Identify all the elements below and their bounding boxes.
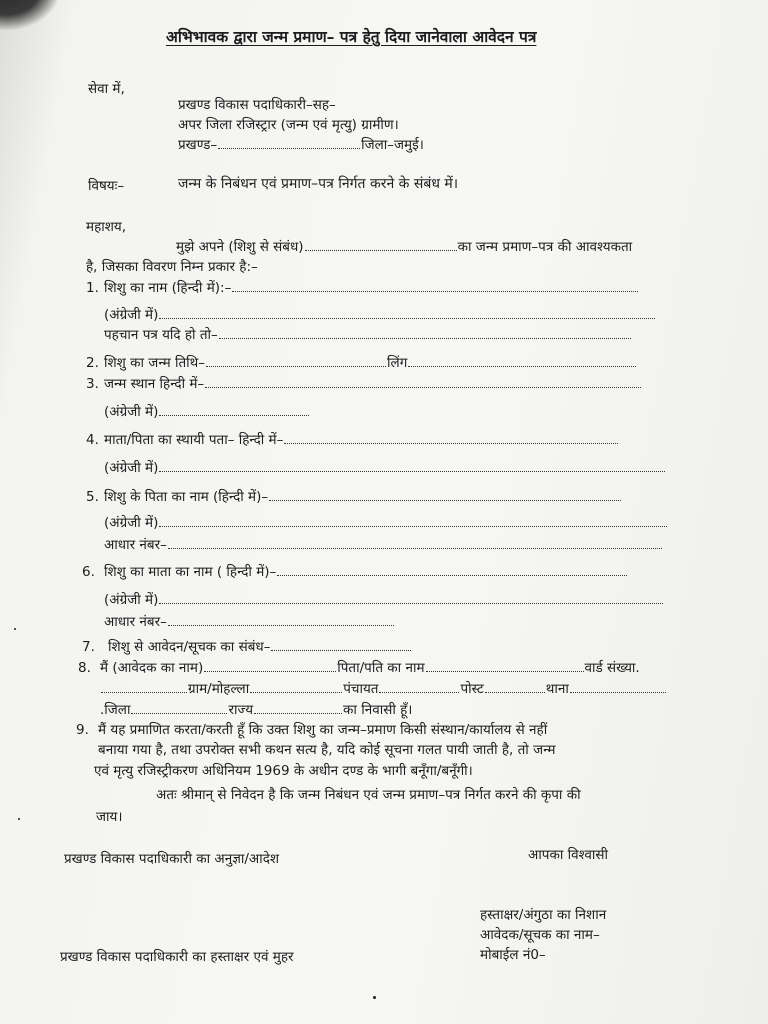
field-5-aadhar-row (104, 536, 663, 554)
state-label: राज्य (228, 702, 254, 718)
mobile-label: मोबाईल नं0– (480, 947, 546, 963)
field-6-number: 6. (82, 564, 95, 580)
address-line-3 (178, 136, 424, 154)
field-5-aadhar-label: आधार नंबर– (104, 537, 167, 553)
address-eng-blank[interactable] (159, 459, 665, 472)
declaration-line-3: एवं मृत्यु रजिस्ट्रीकरण अधिनियम 1969 के अधीन दण्ड के भागी बनूँगा/बनूँगी। (94, 763, 473, 779)
panchayat-label: पंचायत (343, 681, 379, 697)
field-1-eng-row (104, 306, 656, 324)
field-3-eng-row (104, 403, 310, 421)
village-blank[interactable] (250, 680, 342, 693)
ward-label: वार्ड संख्या. (584, 660, 640, 676)
field-4-eng-row (104, 459, 666, 477)
address-line-1: प्रखण्ड विकास पदाधिकारी–सह– (178, 97, 336, 113)
yours-faithfully: आपका विश्वासी (528, 847, 608, 863)
applicant-name-blank[interactable] (204, 659, 336, 672)
id-card-blank[interactable] (219, 326, 631, 339)
birth-place-hindi-blank[interactable] (205, 375, 641, 388)
relation-blank[interactable] (305, 238, 457, 251)
field-3-row (104, 375, 642, 393)
intro-line-2: है, जिसका विवरण निम्न प्रकार है:– (86, 259, 258, 275)
field-2-label: शिशु का जन्म तिथि– (104, 355, 206, 371)
address-hindi-blank[interactable] (284, 431, 618, 444)
closing-line-1: अतः श्रीमान् से निवेदन है कि जन्म निबंधन एवं जन्म प्रमाण–पत्र निर्गत करने की कृपा की (156, 787, 581, 803)
father-aadhar-blank[interactable] (168, 536, 662, 549)
form-title: अभिभावक द्वारा जन्म प्रमाण– पत्र हेतु दिया जानेवाला आवेदन पत्र (166, 28, 537, 46)
field-1-label: शिशु का नाम (हिन्दी में):– (104, 280, 232, 296)
applicant-name-label: मैं (आवेदक का नाम) (100, 660, 204, 676)
block-blank[interactable] (218, 136, 360, 149)
declaration-line-1: मैं यह प्रमाणित करता/करती हूँ कि उक्त शिशु का जन्म–प्रमाण किसी संस्थान/कार्यालय से नहीं (98, 722, 548, 738)
intro-part-1: मुझे अपने (शिशु से संबंध) (176, 239, 304, 255)
field-5-number: 5. (86, 489, 99, 505)
field-6-eng-label: (अंग्रेजी में) (104, 592, 159, 608)
address-line-2: अपर जिला रजिस्ट्रार (जन्म एवं मृत्यु) ग्रामीण। (178, 117, 399, 133)
field-6-aadhar-row (104, 613, 395, 631)
field-1-row (104, 279, 639, 297)
subject-label: विषयः– (88, 178, 125, 194)
field-6-eng-row (104, 591, 664, 609)
police-station-label: थाना (545, 681, 569, 697)
field-3-eng-label: (अंग्रेजी में) (104, 404, 159, 420)
district-field-label: .जिला (100, 702, 131, 718)
field-5-label: शिशु के पिता का नाम (हिन्दी में)– (104, 489, 269, 505)
field-8-row-2 (100, 680, 667, 698)
field-7-row (108, 638, 412, 656)
applicant-name-footer-label: आवेदक/सूचक का नाम– (480, 927, 600, 943)
mother-aadhar-blank[interactable] (168, 613, 394, 626)
state-blank[interactable] (254, 701, 342, 714)
signature-label: हस्ताक्षर/अंगुठा का निशान (480, 907, 607, 923)
ink-dot (14, 628, 16, 630)
field-7-number: 7. (82, 639, 95, 655)
field-1-id-row (104, 326, 632, 344)
bdo-permission-label: प्रखण्ड विकास पदाधिकारी का अनुज्ञा/आदेश (64, 851, 280, 867)
child-name-eng-blank[interactable] (159, 306, 655, 319)
closing-line-2: जाय। (96, 809, 123, 825)
block-label: प्रखण्ड– (178, 137, 218, 153)
field-1-eng-label: (अंग्रेजी में) (104, 307, 159, 323)
field-2-row (104, 354, 637, 372)
field-4-label: माता/पिता का स्थायी पता– हिन्दी में– (104, 432, 284, 448)
field-1-id-label: पहचान पत्र यदि हो तो– (104, 327, 218, 343)
field-9-number: 9. (76, 722, 89, 738)
ink-dot (18, 818, 20, 820)
mother-name-hindi-blank[interactable] (277, 563, 627, 576)
bdo-signature-label: प्रखण्ड विकास पदाधिकारी का हस्ताक्षर एवं मुहर (60, 949, 294, 965)
salutation: महाशय, (86, 219, 127, 235)
gender-label: लिंग (387, 355, 408, 371)
field-8-number: 8. (78, 660, 91, 676)
field-2-number: 2. (86, 355, 99, 371)
field-3-label: जन्म स्थान हिन्दी में– (104, 376, 205, 392)
field-6-aadhar-label: आधार नंबर– (104, 614, 167, 630)
intro-part-2: का जन्म प्रमाण–पत्र की आवश्यकता (457, 239, 633, 255)
declaration-line-2: बनाया गया है, तथा उपरोक्त सभी कथन सत्य है, यदि कोई सूचना गलत पायी जाती है, तो जन्म (98, 742, 556, 758)
field-4-eng-label: (अंग्रेजी में) (104, 460, 159, 476)
district-label: जिला–जमुई। (361, 137, 424, 153)
ink-dot (373, 996, 376, 999)
field-5-eng-row (104, 514, 668, 532)
field-3-number: 3. (86, 376, 99, 392)
father-name-hindi-blank[interactable] (269, 488, 621, 501)
intro-line-1 (176, 238, 632, 256)
panchayat-blank[interactable] (379, 680, 459, 693)
district-blank[interactable] (131, 701, 227, 714)
field-5-eng-label: (अंग्रेजी में) (104, 515, 159, 531)
subject-text: जन्म के निबंधन एवं प्रमाण–पत्र निर्गत करने के संबंध में। (178, 176, 459, 192)
father-husband-label: पिता/पति का नाम (337, 660, 425, 676)
village-label: ग्राम/मोहल्ला (188, 681, 250, 697)
father-name-eng-blank[interactable] (159, 514, 667, 527)
page-corner-shadow (0, 0, 60, 30)
resident-text: का निवासी हूँ। (343, 702, 413, 718)
field-8-row-3 (100, 701, 412, 719)
field-6-row (104, 563, 628, 581)
field-1-number: 1. (86, 280, 99, 296)
police-station-blank[interactable] (570, 680, 666, 693)
field-4-number: 4. (86, 432, 99, 448)
field-6-label: शिशु का माता का नाम ( हिन्दी में)– (104, 564, 277, 580)
child-name-hindi-blank[interactable] (232, 279, 638, 292)
field-7-label: शिशु से आवेदन/सूचक का संबंध– (108, 639, 271, 655)
field-5-row (104, 488, 622, 506)
father-husband-blank[interactable] (426, 659, 584, 672)
field-4-row (104, 431, 619, 449)
post-label: पोस्ट (460, 681, 484, 697)
relation-applicant-blank[interactable] (271, 638, 411, 651)
birth-date-blank[interactable] (206, 354, 386, 367)
post-blank[interactable] (485, 680, 545, 693)
mother-name-eng-blank[interactable] (159, 591, 663, 604)
gender-blank[interactable] (408, 354, 636, 367)
field-8-row-1 (100, 659, 640, 677)
birth-place-eng-blank[interactable] (159, 403, 309, 416)
address-to: सेवा में, (88, 81, 125, 97)
ward-blank[interactable] (101, 680, 187, 693)
